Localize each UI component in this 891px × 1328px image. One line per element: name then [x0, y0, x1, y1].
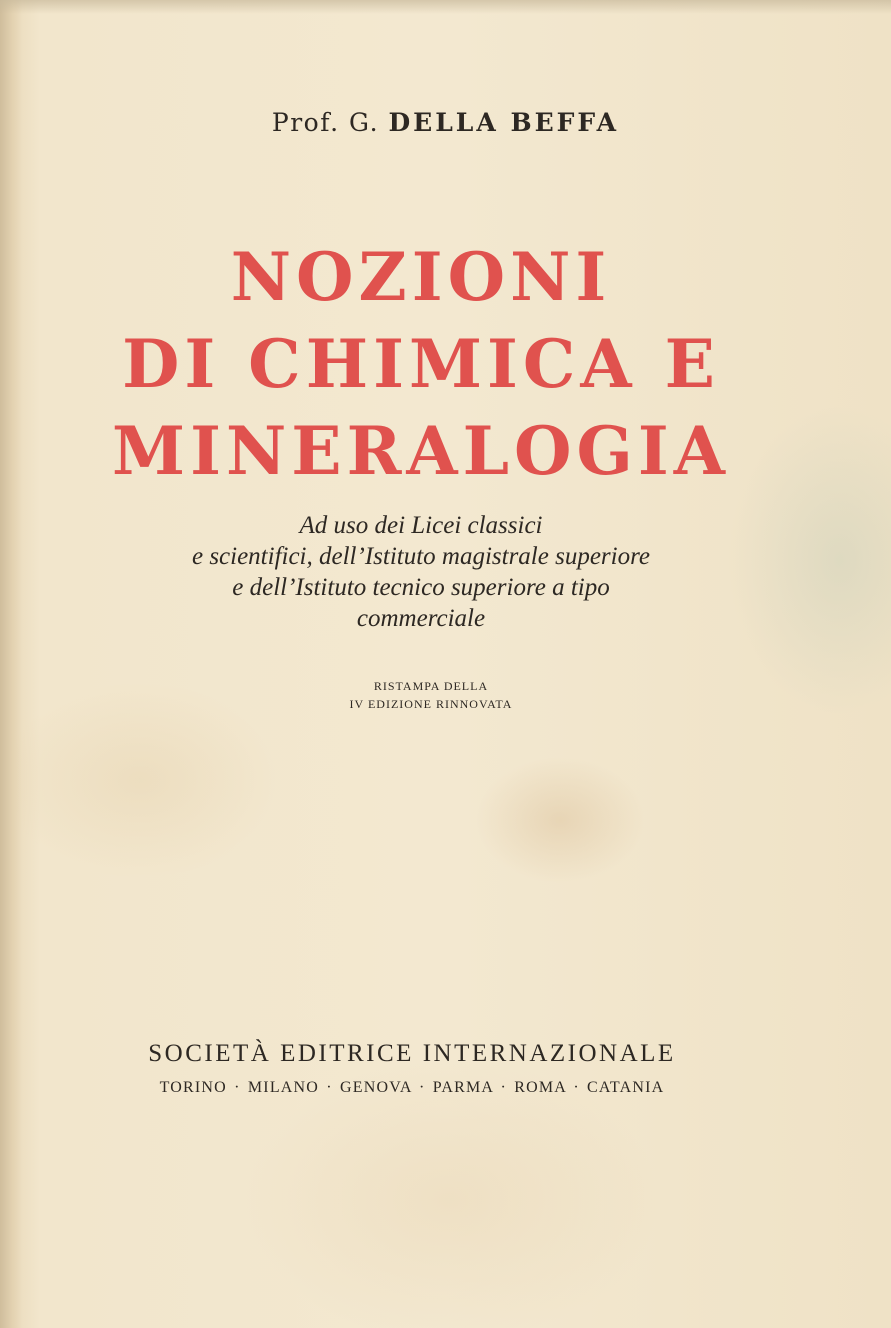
subtitle-line-3: e dell’Istituto tecnico superiore a tipo — [232, 574, 610, 601]
title-line-3: MINERALOGIA — [112, 412, 730, 490]
author-prefix: Prof. G. — [271, 108, 380, 137]
subtitle-line-1: Ad uso dei Licei classici — [299, 512, 543, 539]
top-edge — [0, 0, 891, 14]
subtitle-line-2: e scientifici, dell’Istituto magistrale superiore — [191, 543, 651, 570]
author-line — [0, 108, 891, 137]
author-name: DELLA BEFFA — [388, 108, 620, 137]
spine-edge — [0, 0, 22, 1328]
title-line-2: DI CHIMICA E — [122, 325, 720, 403]
edition-note — [0, 677, 862, 713]
edition-line-2: IV EDIZIONE RINNOVATA — [349, 697, 513, 711]
subtitle-line-4: commerciale — [356, 605, 486, 632]
publisher-cities: TORINO · MILANO · GENOVA · PARMA · ROMA · CATANIA — [159, 1079, 665, 1096]
title-line-1: NOZIONI — [230, 238, 612, 316]
publisher-name: SOCIETÀ EDITRICE INTERNAZIONALE — [148, 1040, 676, 1067]
edition-line-1: RISTAMPA DELLA — [373, 679, 489, 693]
subtitle — [0, 510, 842, 634]
